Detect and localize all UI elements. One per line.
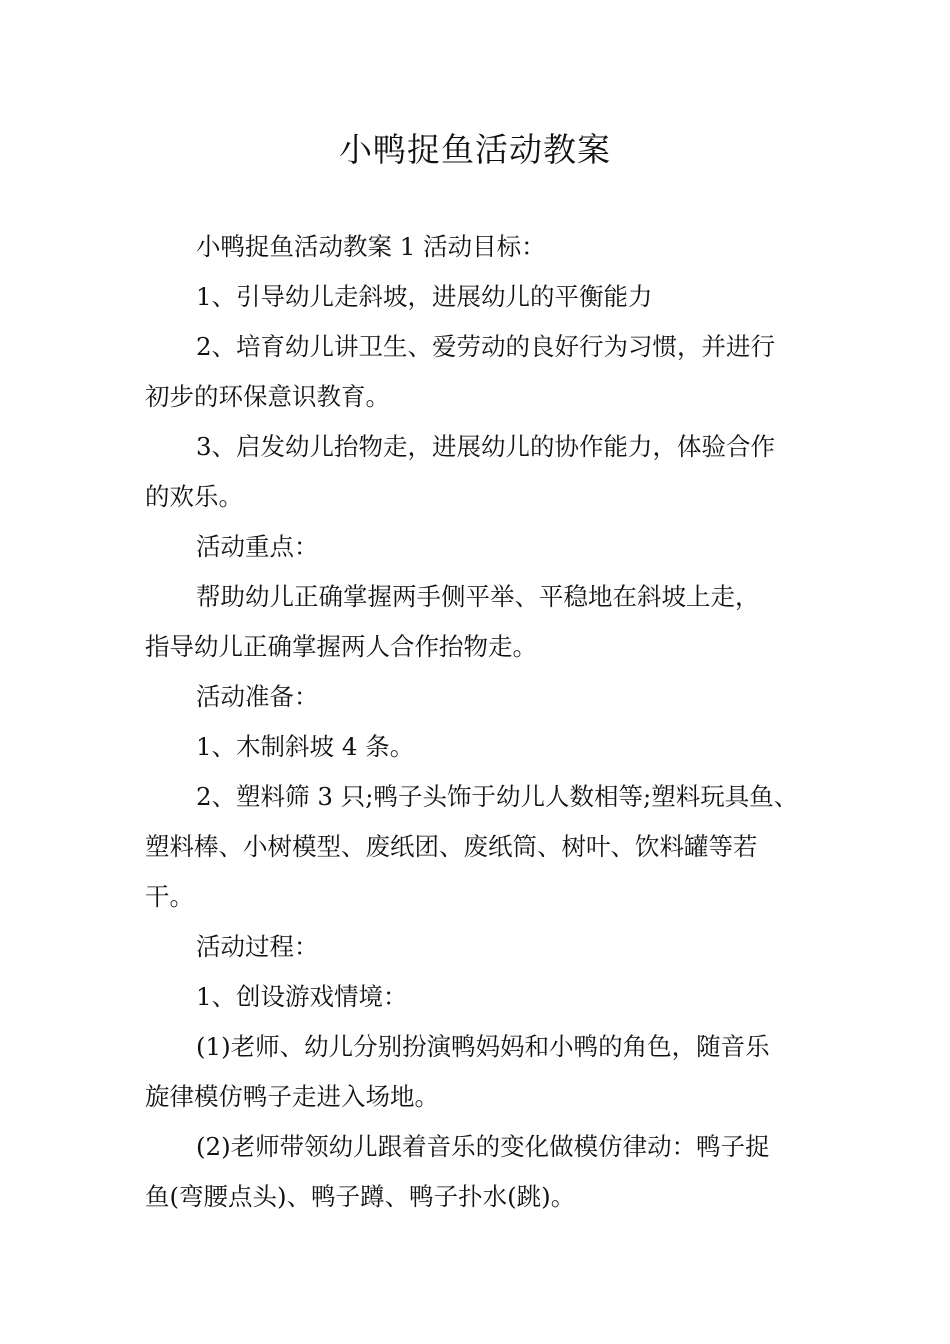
paragraph-key-points-heading bbox=[145, 522, 807, 572]
paragraph-process-heading bbox=[145, 922, 807, 972]
text-line: 活动准备： bbox=[195, 682, 319, 711]
paragraph-process-1-a bbox=[145, 1022, 807, 1122]
paragraph-objective-1 bbox=[145, 272, 807, 322]
text-line: 帮助幼儿正确掌握两手侧平举、平稳地在斜坡上走， bbox=[195, 582, 760, 611]
paragraph-objectives-heading bbox=[145, 222, 807, 272]
text-line: 小鸭捉鱼活动教案 1 活动目标： bbox=[195, 232, 546, 261]
text-line: 指导幼儿正确掌握两人合作抬物走。 bbox=[145, 632, 537, 661]
text-line: 活动过程： bbox=[195, 932, 319, 961]
text-line: 活动重点： bbox=[195, 532, 319, 561]
text-line: 干。 bbox=[145, 882, 194, 911]
paragraph-objective-3 bbox=[145, 422, 807, 522]
text-line: 旋律模仿鸭子走进入场地。 bbox=[145, 1082, 439, 1111]
text-line: 1、创设游戏情境： bbox=[195, 982, 408, 1011]
document-title: 小鸭捉鱼活动教案 bbox=[339, 130, 611, 169]
paragraph-process-1 bbox=[145, 972, 807, 1022]
document-body bbox=[145, 222, 807, 1222]
text-line: 2、培育幼儿讲卫生、爱劳动的良好行为习惯，并进行 bbox=[195, 332, 776, 361]
text-line: (1)老师、幼儿分别扮演鸭妈妈和小鸭的角色，随音乐 bbox=[195, 1032, 770, 1061]
text-line: 初步的环保意识教育。 bbox=[145, 382, 390, 411]
text-line: 鱼(弯腰点头)、鸭子蹲、鸭子扑水(跳)。 bbox=[145, 1182, 576, 1211]
paragraph-key-points bbox=[145, 572, 807, 672]
text-line: 1、木制斜坡 4 条。 bbox=[195, 732, 415, 761]
text-line: 的欢乐。 bbox=[145, 482, 243, 511]
text-line: 3、启发幼儿抬物走，进展幼儿的协作能力，体验合作 bbox=[195, 432, 776, 461]
paragraph-preparation-heading bbox=[145, 672, 807, 722]
paragraph-process-1-b bbox=[145, 1122, 807, 1222]
paragraph-preparation-2 bbox=[145, 772, 807, 922]
text-line: (2)老师带领幼儿跟着音乐的变化做模仿律动：鸭子捉 bbox=[195, 1132, 770, 1161]
paragraph-objective-2 bbox=[145, 322, 807, 422]
text-line: 塑料棒、小树模型、废纸团、废纸筒、树叶、饮料罐等若 bbox=[145, 832, 758, 861]
paragraph-preparation-1 bbox=[145, 722, 807, 772]
text-line: 1、引导幼儿走斜坡，进展幼儿的平衡能力 bbox=[195, 282, 653, 311]
text-line: 2、塑料筛 3 只;鸭子头饰于幼儿人数相等;塑料玩具鱼、 bbox=[195, 782, 799, 811]
